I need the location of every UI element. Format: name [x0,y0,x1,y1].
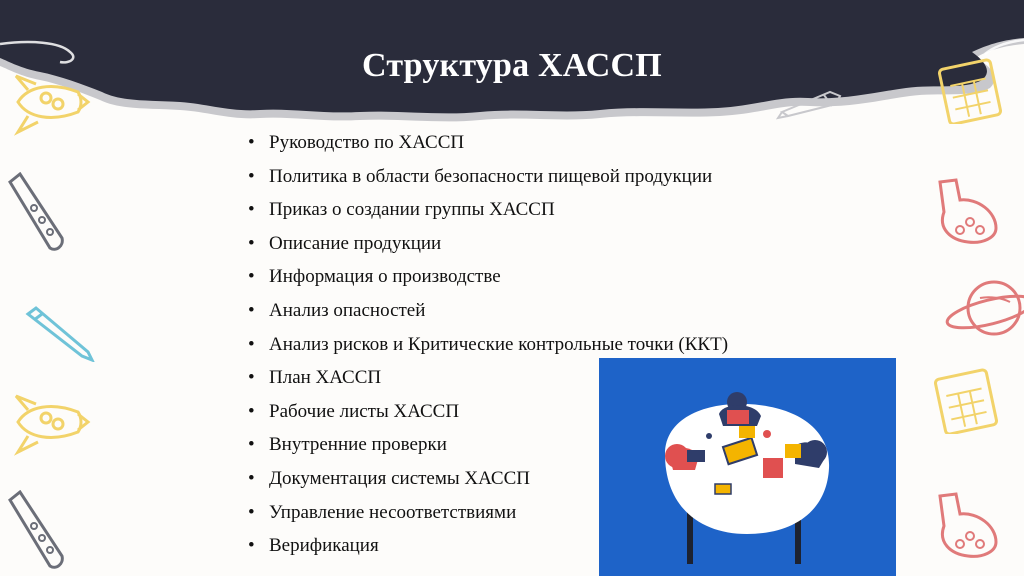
list-item: • Рабочие листы ХАССП [248,400,460,422]
list-item: • Описание продукции [248,232,442,254]
list-item: • Руководство по ХАССП [248,132,465,153]
rocket-doodle-icon [8,392,92,458]
list-item: • Внутренние проверки [248,434,447,456]
list-item: • Анализ рисков и Критические контрольные точки (ККТ) [248,333,729,355]
list-item: • Управление несоответствиями [248,501,517,523]
list-item: • План ХАССП [248,367,382,389]
pencil-doodle-icon [24,306,96,362]
flask-doodle-icon [930,176,1010,246]
pen-doodle-icon [776,86,846,120]
calculator-doodle-icon [930,368,1006,434]
team-meeting-illustration [599,358,896,576]
test-tube-doodle-icon [4,490,68,570]
list-item: • Верификация [248,535,379,557]
flask-doodle-icon [930,490,1010,560]
list-item: • Приказ о создании группы ХАССП [248,199,555,221]
list-item: • Политика в области безопасности пищевой продукции [248,165,713,187]
calculator-doodle-icon [936,58,1008,124]
list-item: • Анализ опасностей [248,299,426,321]
test-tube-doodle-icon [4,172,68,252]
page-title: Структура ХАССП [362,47,662,84]
rocket-doodle-icon [8,72,92,138]
list-item: • Документация системы ХАССП [248,467,530,489]
planet-doodle-icon [944,270,1024,346]
list-item: • Информация о производстве [248,266,501,288]
